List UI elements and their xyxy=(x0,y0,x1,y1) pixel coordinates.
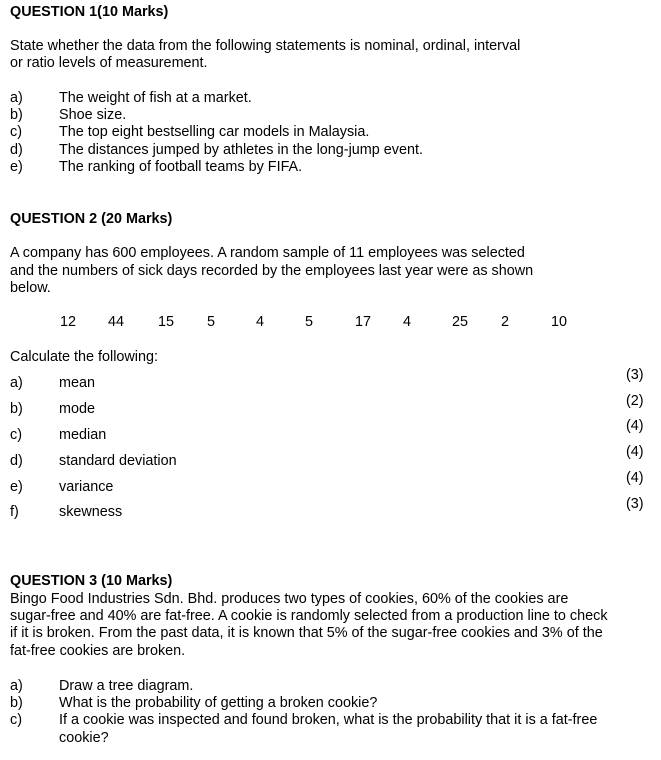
q1-item-label: b) xyxy=(10,107,23,123)
q2-intro-line1: A company has 600 employees. A random sample of 11 employees was selected xyxy=(10,245,525,261)
q3-item-text: What is the probability of getting a broken cookie? xyxy=(59,695,378,711)
q1-intro-line1: State whether the data from the following statements is nominal, ordinal, interval xyxy=(10,38,521,54)
q1-item-text: The top eight bestselling car models in Malaysia. xyxy=(59,124,370,140)
q2-item-label: b) xyxy=(10,401,23,417)
q2-item-label: d) xyxy=(10,453,23,469)
q1-item-text: The ranking of football teams by FIFA. xyxy=(59,159,303,175)
q1-item-label: d) xyxy=(10,142,23,158)
q3-title: QUESTION 3 (10 Marks) xyxy=(10,573,173,589)
q1-intro-line2: or ratio levels of measurement. xyxy=(10,55,208,71)
q1-item-label: a) xyxy=(10,90,23,106)
q2-item-text: variance xyxy=(59,479,114,495)
q2-item-marks: (3) xyxy=(626,367,644,383)
q2-intro-line3: below. xyxy=(10,280,51,296)
q2-item-text: median xyxy=(59,427,107,443)
q3-item-label: b) xyxy=(10,695,23,711)
q3-item-text-continued: cookie? xyxy=(59,730,109,746)
q3-para-line4: fat-free cookies are broken. xyxy=(10,643,186,659)
data-value: 12 xyxy=(60,314,77,330)
q2-intro-line2: and the numbers of sick days recorded by the employees last year were as shown xyxy=(10,263,534,279)
q2-item-label: f) xyxy=(10,504,19,520)
q2-item-text: mean xyxy=(59,375,95,391)
q1-item-label: e) xyxy=(10,159,23,175)
data-value: 2 xyxy=(501,314,510,330)
q2-item-text: mode xyxy=(59,401,95,417)
q2-item-marks: (3) xyxy=(626,496,644,512)
q3-para-line1: Bingo Food Industries Sdn. Bhd. produces two types of cookies, 60% of the cookies are xyxy=(10,591,569,607)
q3-item-label: a) xyxy=(10,678,23,694)
data-value: 4 xyxy=(403,314,412,330)
q2-item-text: skewness xyxy=(59,504,123,520)
q2-item-marks: (2) xyxy=(626,393,644,409)
q1-title: QUESTION 1(10 Marks) xyxy=(10,4,169,20)
q1-item-text: The weight of fish at a market. xyxy=(59,90,252,106)
q1-item-text: The distances jumped by athletes in the long-jump event. xyxy=(59,142,423,158)
q3-item-text: If a cookie was inspected and found broken, what is the probability that it is a fat-free xyxy=(59,712,598,728)
data-value: 15 xyxy=(158,314,175,330)
data-value: 4 xyxy=(256,314,265,330)
q2-item-label: c) xyxy=(10,427,22,443)
data-value: 25 xyxy=(452,314,469,330)
data-value: 10 xyxy=(551,314,568,330)
q2-item-marks: (4) xyxy=(626,470,644,486)
data-value: 17 xyxy=(355,314,372,330)
q2-item-label: e) xyxy=(10,479,23,495)
data-value: 5 xyxy=(207,314,216,330)
data-value: 44 xyxy=(108,314,125,330)
q2-item-text: standard deviation xyxy=(59,453,177,469)
q1-item-label: c) xyxy=(10,124,22,140)
q3-item-text: Draw a tree diagram. xyxy=(59,678,194,694)
q2-calc-prompt: Calculate the following: xyxy=(10,349,158,365)
q2-item-marks: (4) xyxy=(626,444,644,460)
q3-para-line2: sugar-free and 40% are fat-free. A cookie is randomly selected from a production line to check xyxy=(10,608,608,624)
q2-item-marks: (4) xyxy=(626,418,644,434)
q2-item-label: a) xyxy=(10,375,23,391)
data-value: 5 xyxy=(305,314,314,330)
q1-item-text: Shoe size. xyxy=(59,107,127,123)
q2-title: QUESTION 2 (20 Marks) xyxy=(10,211,173,227)
q3-item-label: c) xyxy=(10,712,22,728)
q3-para-line3: if it is broken. From the past data, it is known that 5% of the sugar-free cookies and 3% of the xyxy=(10,625,603,641)
